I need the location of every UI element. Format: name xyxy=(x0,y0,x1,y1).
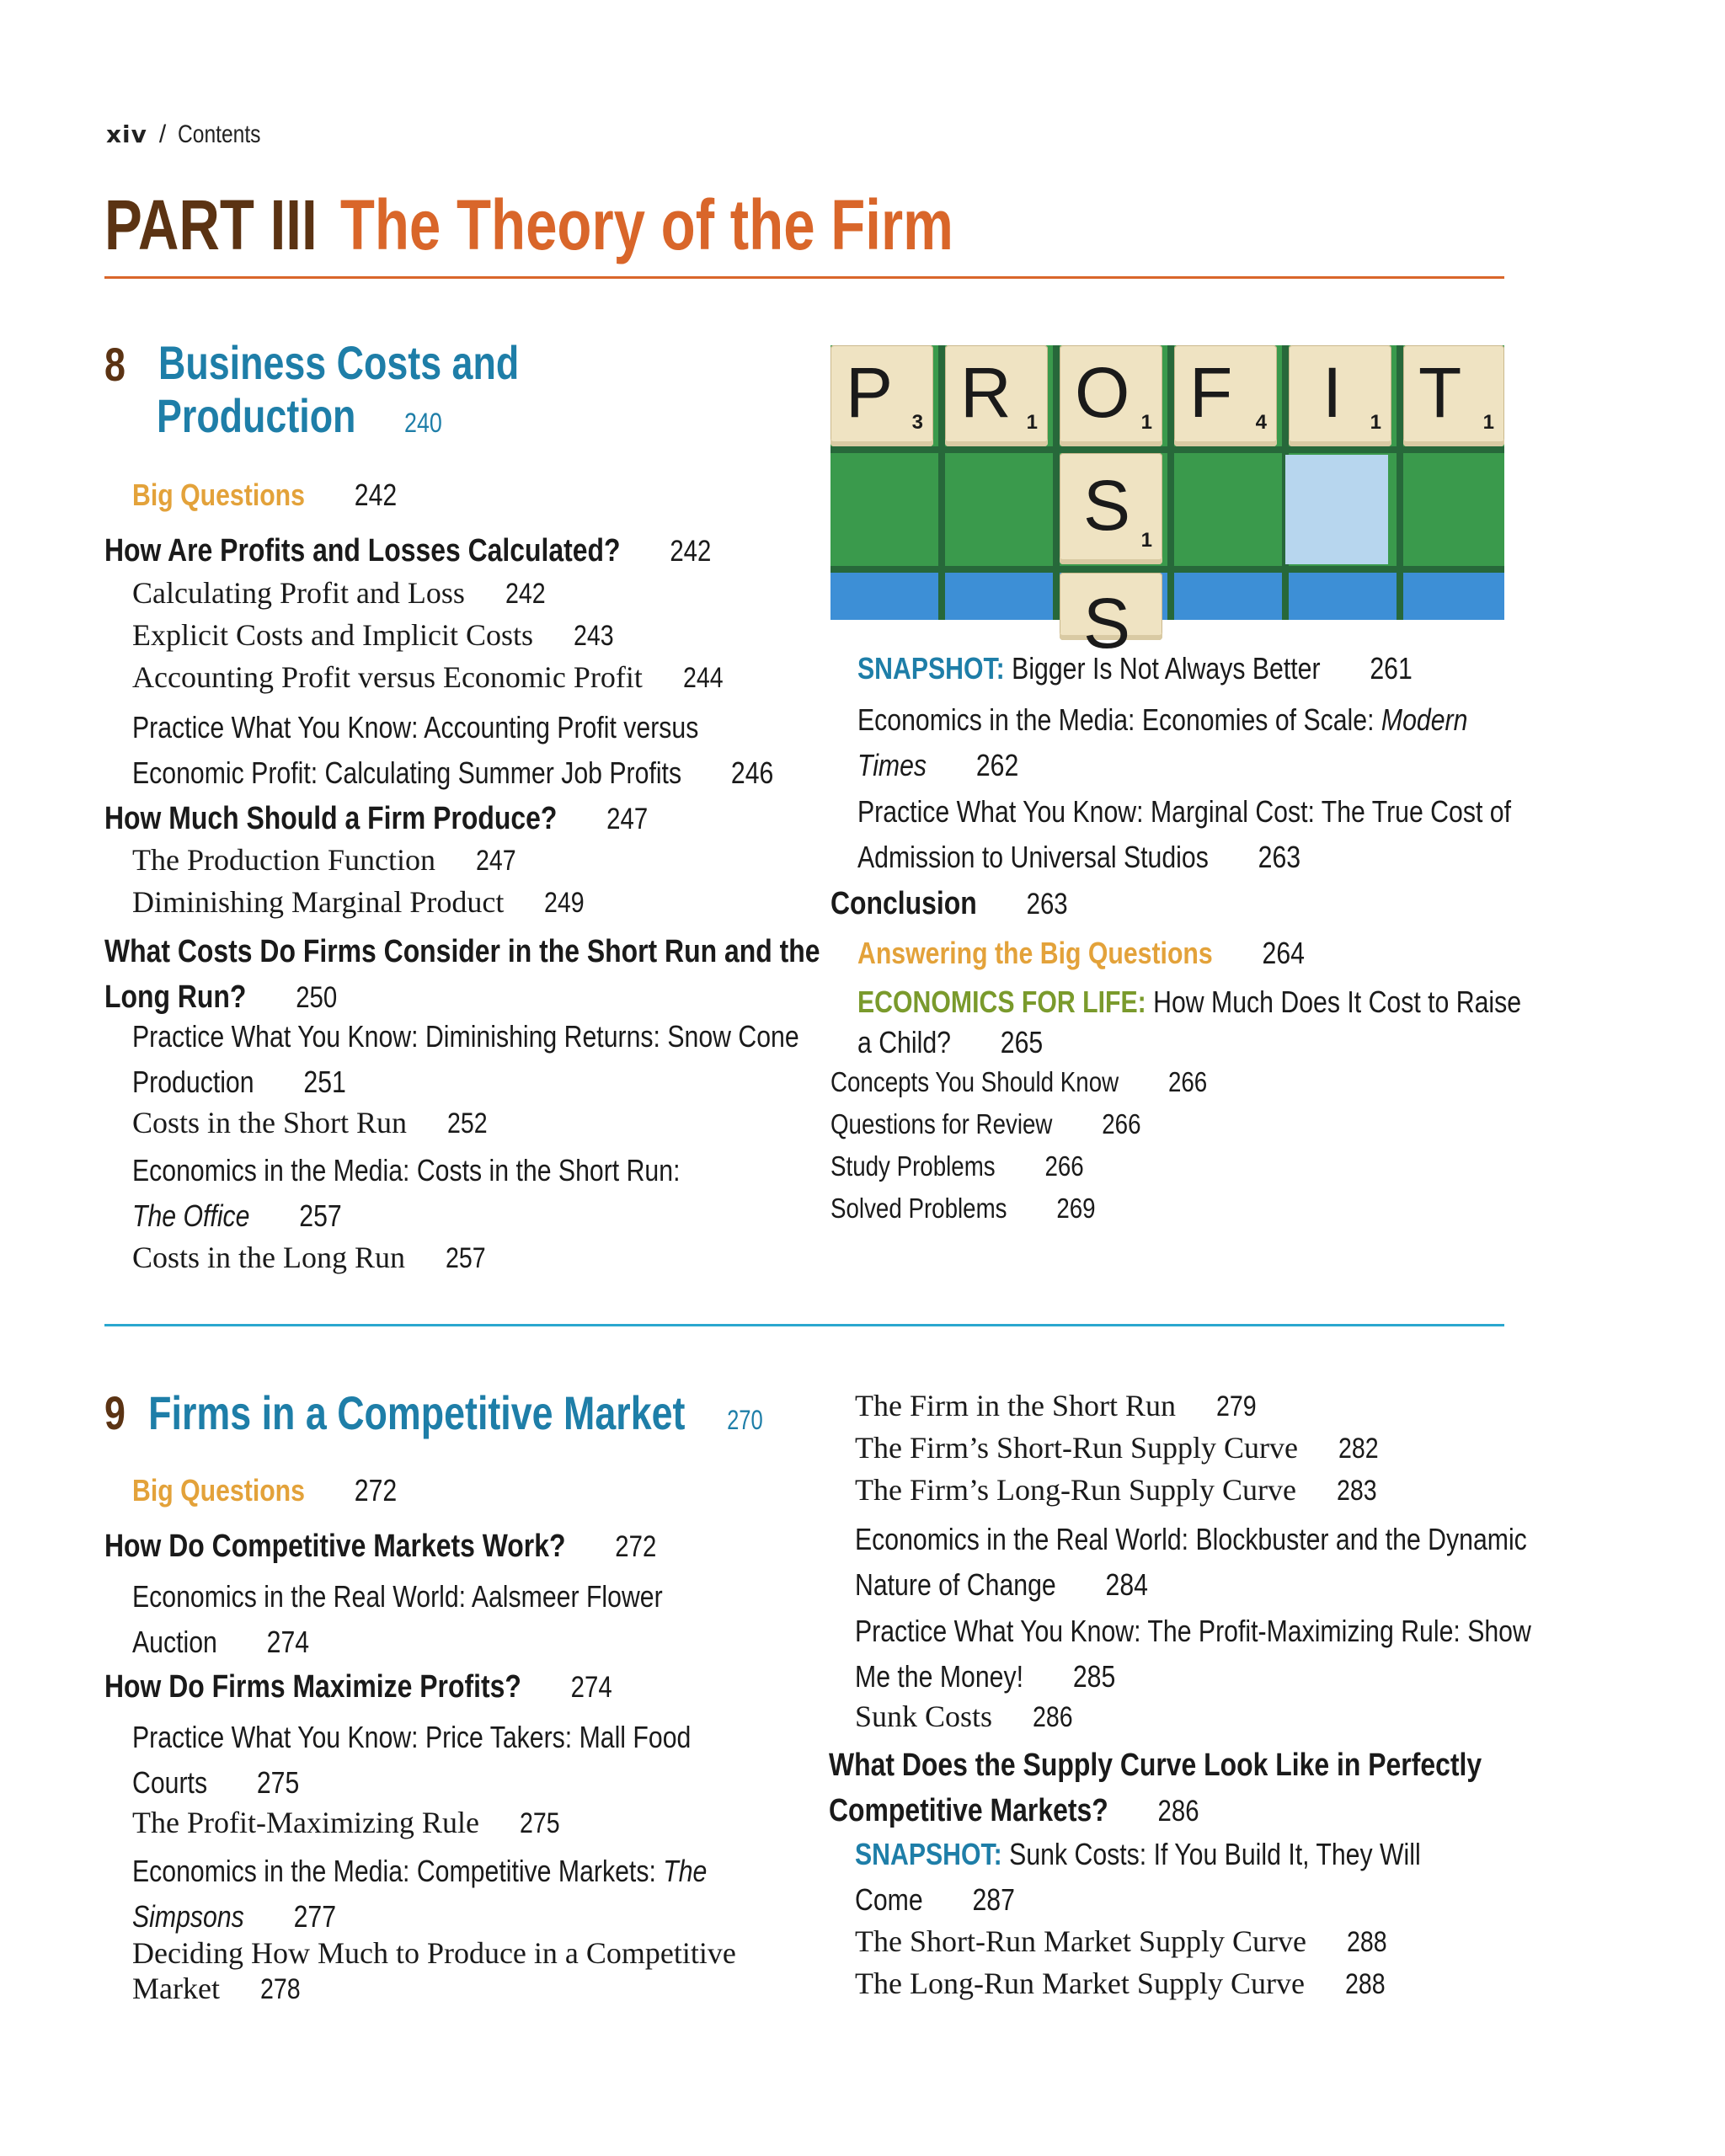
entry-title-line1: Practice What You Know: Accounting Profit versus xyxy=(132,710,699,744)
toc-entry-big-questions[interactable] xyxy=(132,478,447,513)
toc-entry-solved[interactable] xyxy=(830,1193,1146,1225)
entry-title-line2: Times xyxy=(857,748,927,782)
section-title-line1: What Does the Supply Curve Look Like in Perfectly xyxy=(829,1748,1482,1783)
chapter-9-page: 270 xyxy=(727,1405,763,1435)
page-number: 265 xyxy=(1000,1025,1044,1059)
tile-i: I 1 xyxy=(1289,345,1391,446)
toc-section-supply-curve[interactable] xyxy=(829,1746,1606,1837)
page-number: 244 xyxy=(682,662,724,694)
entry-title-line2: Me the Money! xyxy=(855,1659,1024,1694)
entry-title-line1: Sunk Costs: If You Build It, They Will xyxy=(1009,1837,1421,1871)
toc-entry[interactable] xyxy=(857,792,1636,883)
page-number: 277 xyxy=(293,1899,337,1934)
entry-title-line1: Practice What You Know: Diminishing Returns: Snow Cone xyxy=(132,1019,799,1054)
toc-entry-snapshot[interactable] xyxy=(857,651,1518,686)
toc-entry[interactable] xyxy=(132,1577,764,1668)
entry-title-line1: Economics in the Media: Costs in the Short Run: xyxy=(132,1153,681,1187)
page-number: 242 xyxy=(354,478,398,512)
toc-section-short-long-run[interactable] xyxy=(104,932,956,1023)
toc-entry[interactable] xyxy=(855,1472,1385,1508)
page-number: 278 xyxy=(259,1973,301,2005)
entry-title-line2: a Child? xyxy=(857,1025,951,1059)
page-number: 263 xyxy=(1258,840,1301,874)
entry-title-line1: Practice What You Know: Price Takers: Mall Food xyxy=(132,1720,692,1754)
chapter-divider xyxy=(104,1324,1504,1326)
entry-title-line1: Economics in the Real World: Aalsmeer Flower xyxy=(132,1579,663,1614)
entry-title: The Short-Run Market Supply Curve xyxy=(855,1924,1306,1958)
toc-entry[interactable] xyxy=(132,708,895,799)
page-number: 269 xyxy=(1056,1193,1096,1224)
toc-entry[interactable] xyxy=(132,842,524,878)
page-number: 262 xyxy=(975,748,1019,782)
chapter-9-number: 9 xyxy=(104,1386,126,1439)
entry-title: The Firm in the Short Run xyxy=(855,1389,1176,1422)
toc-entry-concepts[interactable] xyxy=(830,1066,1279,1098)
entry-title: The Long-Run Market Supply Curve xyxy=(855,1967,1305,2000)
toc-entry-answering[interactable] xyxy=(857,936,1390,971)
toc-entry[interactable] xyxy=(132,1105,495,1140)
entry-title: Bigger Is Not Always Better xyxy=(1012,651,1321,686)
section-title-line1: What Costs Do Firms Consider in the Short Run and the xyxy=(104,934,820,969)
tile-t: T 1 xyxy=(1403,345,1504,446)
toc-entry[interactable] xyxy=(132,1017,926,1108)
entry-title-line1: Economics in the Real World: Blockbuster and the Dynamic xyxy=(855,1522,1527,1556)
toc-entry[interactable] xyxy=(132,659,731,695)
entry-title-line2: Production xyxy=(132,1065,254,1099)
page-number: 284 xyxy=(1105,1567,1148,1602)
toc-entry[interactable] xyxy=(132,1240,494,1275)
tile-o: O 1 xyxy=(1060,345,1162,446)
toc-entry[interactable] xyxy=(855,1699,1081,1734)
entry-title: The Production Function xyxy=(132,843,435,877)
entry-title: Accounting Profit versus Economic Profit xyxy=(132,660,643,694)
page-number: 242 xyxy=(505,578,546,610)
chapter-9-heading[interactable] xyxy=(104,1385,927,1440)
entry-title-line2: The Office xyxy=(132,1198,250,1233)
section-title: How Do Firms Maximize Profits? xyxy=(104,1669,521,1705)
toc-entry-economics-for-life[interactable] xyxy=(857,985,1648,1066)
toc-entry[interactable] xyxy=(855,1520,1655,1611)
page-number: 261 xyxy=(1370,651,1413,686)
entry-title-line1: Practice What You Know: Marginal Cost: The True Cost of xyxy=(857,794,1511,829)
chapter-8-title[interactable] xyxy=(158,337,609,389)
page-number: 252 xyxy=(447,1107,488,1139)
running-head-label: Contents xyxy=(178,120,261,148)
page-number: 249 xyxy=(544,887,585,919)
snapshot-label: SNAPSHOT: xyxy=(855,1837,1002,1871)
page-number: 288 xyxy=(1344,1968,1386,2000)
page-number: 285 xyxy=(1072,1659,1116,1694)
entry-title: Questions for Review xyxy=(830,1108,1053,1139)
scrabble-profit-photo xyxy=(830,345,1504,663)
page-number: 257 xyxy=(299,1198,342,1233)
tile-s: S 1 xyxy=(1060,453,1162,564)
running-head-separator: / xyxy=(158,120,167,148)
page-number: 263 xyxy=(1026,888,1068,921)
page-number: 272 xyxy=(354,1473,398,1508)
toc-entry-questions[interactable] xyxy=(830,1108,1200,1140)
section-title: How Are Profits and Losses Calculated? xyxy=(104,533,621,568)
toc-entry[interactable] xyxy=(132,617,622,653)
economics-for-life-label: ECONOMICS FOR LIFE: xyxy=(857,985,1146,1019)
page-number: 286 xyxy=(1157,1795,1199,1828)
running-head xyxy=(106,120,279,149)
page-number: 274 xyxy=(570,1671,612,1704)
entry-title-line2: Simpsons xyxy=(132,1899,244,1934)
part-heading xyxy=(104,179,1166,271)
toc-entry[interactable] xyxy=(855,1388,1264,1423)
section-title: How Much Should a Firm Produce? xyxy=(104,801,558,836)
entry-title: Diminishing Marginal Product xyxy=(132,885,505,919)
section-title: Conclusion xyxy=(830,886,977,921)
chapter-8-number: 8 xyxy=(104,338,126,391)
entry-title: Explicit Costs and Implicit Costs xyxy=(132,618,533,652)
snapshot-label: SNAPSHOT: xyxy=(857,651,1005,686)
page-number: 242 xyxy=(670,535,712,568)
page-number: 247 xyxy=(475,845,516,877)
page-number: 272 xyxy=(615,1530,657,1563)
toc-section-conclusion[interactable] xyxy=(830,886,1113,922)
chapter-8-title-line1: Business Costs and xyxy=(158,336,520,389)
entry-title-line1: Economics in the Media: Economies of Scale: xyxy=(857,702,1375,737)
page-number: 286 xyxy=(1033,1701,1073,1733)
toc-entry[interactable] xyxy=(855,1430,1386,1465)
entry-title-italic: The xyxy=(663,1854,708,1888)
part-divider xyxy=(104,276,1504,279)
page-number: 247 xyxy=(606,803,649,835)
toc-entry[interactable] xyxy=(132,1935,736,2007)
toc-entry[interactable] xyxy=(132,575,553,611)
page-folio: xiv xyxy=(106,120,147,148)
entry-title-line2: Market xyxy=(132,1972,220,2005)
toc-entry[interactable] xyxy=(132,884,592,920)
entry-title: Study Problems xyxy=(830,1150,996,1182)
entry-title-line2: Come xyxy=(855,1882,923,1917)
toc-section-how-much-produce[interactable] xyxy=(104,801,751,837)
entry-title-line1: How Much Does It Cost to Raise xyxy=(1153,985,1522,1019)
page-number: 246 xyxy=(730,755,774,790)
chapter-9-title: Firms in a Competitive Market xyxy=(148,1386,686,1439)
toc-entry-study[interactable] xyxy=(830,1150,1132,1182)
tile-s-partial: S xyxy=(1060,573,1162,640)
page-number: 283 xyxy=(1337,1475,1377,1507)
entry-title: The Firm’s Long-Run Supply Curve xyxy=(855,1473,1296,1507)
board-grid-line xyxy=(830,566,1504,573)
page-number: 264 xyxy=(1262,936,1305,970)
toc-section-competitive-markets[interactable] xyxy=(104,1529,761,1565)
page-number: 282 xyxy=(1338,1433,1379,1465)
board-grid-line xyxy=(830,446,1504,453)
entry-title-line2: Admission to Universal Studios xyxy=(857,840,1209,874)
entry-title-line1: Practice What You Know: The Profit-Maximizing Rule: Show xyxy=(855,1614,1531,1648)
entry-title: Costs in the Long Run xyxy=(132,1241,406,1274)
page-number: 274 xyxy=(266,1625,310,1659)
entry-title-line2: Nature of Change xyxy=(855,1567,1056,1602)
entry-title-italic: Modern xyxy=(1381,702,1468,737)
entry-title-line2: Economic Profit: Calculating Summer Job Profits xyxy=(132,755,682,790)
page-number: 250 xyxy=(296,981,338,1014)
chapter-8-title-line2: Production xyxy=(157,389,356,442)
entry-title: Calculating Profit and Loss xyxy=(132,576,465,610)
toc-entry[interactable] xyxy=(132,1718,798,1809)
toc-entry[interactable] xyxy=(132,1151,784,1242)
board-light-blue-square xyxy=(1285,455,1388,564)
toc-entry-big-questions[interactable] xyxy=(132,1473,447,1508)
part-label: PART III xyxy=(104,185,318,264)
chapter-8-page: 240 xyxy=(404,408,442,438)
toc-section-profits-losses[interactable] xyxy=(104,533,827,569)
toc-entry[interactable] xyxy=(132,1805,568,1840)
entry-title-line1: Economics in the Media: Competitive Markets: xyxy=(132,1854,656,1888)
entry-title: The Profit-Maximizing Rule xyxy=(132,1806,479,1839)
page-number: 257 xyxy=(446,1242,486,1274)
entry-title: Sunk Costs xyxy=(855,1700,993,1733)
toc-entry[interactable] xyxy=(855,1924,1395,1959)
big-questions-label: Big Questions xyxy=(132,478,305,512)
page-number: 266 xyxy=(1102,1108,1141,1139)
page-number: 279 xyxy=(1216,1390,1257,1422)
page-number: 288 xyxy=(1346,1926,1387,1958)
answering-label: Answering the Big Questions xyxy=(857,936,1213,970)
part-heading-text xyxy=(104,179,953,271)
tile-p: P 3 xyxy=(830,345,933,446)
entry-title-line1: Deciding How Much to Produce in a Competitive xyxy=(132,1936,736,1970)
entry-title-line2: Auction xyxy=(132,1625,217,1659)
chapter-8-heading xyxy=(104,337,131,392)
page-number: 251 xyxy=(303,1065,346,1099)
toc-entry[interactable] xyxy=(855,1612,1660,1703)
big-questions-label: Big Questions xyxy=(132,1473,305,1508)
page-number: 266 xyxy=(1044,1150,1084,1182)
page-number: 266 xyxy=(1167,1066,1208,1097)
board-blue-squares xyxy=(830,573,1504,620)
page-number: 275 xyxy=(256,1765,300,1800)
part-title: The Theory of the Firm xyxy=(339,185,953,264)
entry-title: Costs in the Short Run xyxy=(132,1106,408,1139)
entry-title: The Firm’s Short-Run Supply Curve xyxy=(855,1431,1299,1465)
page-number: 275 xyxy=(519,1807,560,1839)
toc-entry-snapshot[interactable] xyxy=(855,1835,1529,1926)
page-number: 243 xyxy=(574,620,614,652)
toc-entry[interactable] xyxy=(132,1852,816,1943)
toc-entry[interactable] xyxy=(855,1966,1393,2001)
page-number: 287 xyxy=(972,1882,1015,1917)
section-title: How Do Competitive Markets Work? xyxy=(104,1529,566,1564)
tile-r: R 1 xyxy=(945,345,1048,446)
section-title-line2: Long Run? xyxy=(104,979,247,1015)
chapter-8-title-cont[interactable] xyxy=(157,390,406,442)
toc-entry[interactable] xyxy=(857,701,1583,792)
section-title-line2: Competitive Markets? xyxy=(829,1793,1108,1828)
entry-title: Concepts You Should Know xyxy=(830,1066,1119,1097)
entry-title-line2: Courts xyxy=(132,1765,208,1800)
toc-section-maximize-profits[interactable] xyxy=(104,1669,709,1705)
entry-title: Solved Problems xyxy=(830,1193,1007,1224)
tile-f: F 4 xyxy=(1174,345,1277,446)
